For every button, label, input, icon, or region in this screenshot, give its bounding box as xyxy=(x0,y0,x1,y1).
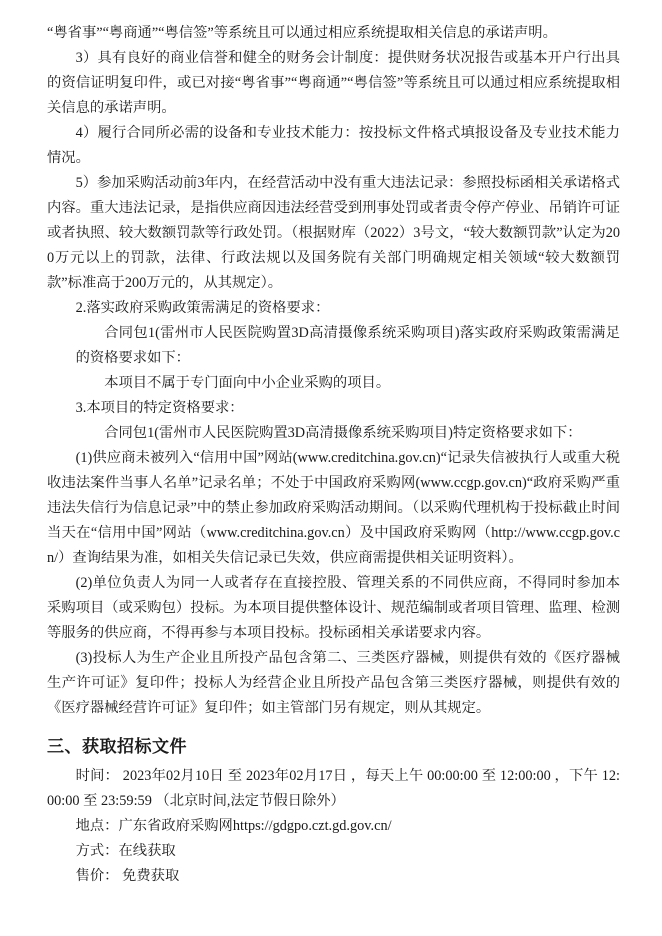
para-requirement-3-medical-device-license: (3)投标人为生产企业且所投产品包含第二、三类医疗器械，则提供有效的《医疗器械生产许可证》复印件；投标人为经营企业且所投产品包含第三类医疗器械，则提供有效的《医疗器械经营许可证》复印件；如主管部门另有规定，则从其规定。 xyxy=(47,650,620,716)
para-specific-package1: 合同包1(雷州市人民医院购置3D高清摄像系统采购项目)特定资格要求如下： xyxy=(104,425,582,441)
para-specific-requirements-title: 3.本项目的特定资格要求： xyxy=(75,400,244,416)
para-policy-requirements-title: 2.落实政府采购政策需满足的资格要求： xyxy=(75,300,330,316)
info-time: 时间： 2023年02月10日 至 2023年02月17日 ，每天上午 00:00:00 至 12:00:00 ，下午 12:00:00 至 23:59:59 （北京时间,法定节假日除外） xyxy=(47,768,620,809)
para-continued-commitment-statement: “粤省事”“粤商通”“粤信签”等系统且可以通过相应系统提取相关信息的承诺声明。 xyxy=(47,25,557,41)
para-requirement-1-credit-records: (1)供应商未被列入“信用中国”网站(www.creditchina.gov.cn)“记录失信被执行人或重大税收违法案件当事人名单”记录名单；不处于中国政府采购网(www.ccgp.gov.cn)“政府采购严重违法失信行为信息记录”中的禁止参加政府采购活动期间。（以采购代理机构于投标截止时间当天在“信用中国”网站（www.creditchina.gov.cn）及中国政府采购网（http://www.ccgp.gov.cn/）查询结果为准，如相关失信记录已失效，供应商需提供相关证明资料）。 xyxy=(47,450,620,566)
para-not-sme-project: 本项目不属于专门面向中小企业采购的项目。 xyxy=(104,375,391,391)
para-item-5-no-major-violation: 5）参加采购活动前3年内，在经营活动中没有重大违法记录：参照投标函相关承诺格式内容。重大违法记录，是指供应商因违法经营受到刑事处罚或者责令停产停业、吊销许可证或者执照、较大数额罚款等行政处罚。（根据财库（2022）3号文，“较大数额罚款”认定为200万元以上的罚款，法律、行政法规以及国务院有关部门明确规定相关领域“较大数额罚款”标准高于200万元的，从其规定）。 xyxy=(47,175,620,291)
para-requirement-2-same-responsible-person: (2)单位负责人为同一人或者存在直接控股、管理关系的不同供应商，不得同时参加本采购项目（或采购包）投标。为本项目提供整体设计、规范编制或者项目管理、监理、检测等服务的供应商，不得再参与本项目投标。投标函相关承诺要求内容。 xyxy=(47,575,620,641)
para-policy-package1: 合同包1(雷州市人民医院购置3D高清摄像系统采购项目)落实政府采购政策需满足的资格要求如下： xyxy=(75,325,620,366)
para-item-4-equipment-capability: 4）履行合同所必需的设备和专业技术能力：按投标文件格式填报设备及专业技术能力情况。 xyxy=(47,125,620,166)
info-method: 方式：在线获取 xyxy=(75,843,176,859)
section-heading-obtain-bid-documents: 三、获取招标文件 xyxy=(47,737,187,756)
para-item-3-financial-credit: 3）具有良好的商业信誉和健全的财务会计制度：提供财务状况报告或基本开户行出具的资信证明复印件，或已对接“粤省事”“粤商通”“粤信签”等系统且可以通过相应系统提取相关信息的承诺声明。 xyxy=(47,50,620,116)
info-price: 售价： 免费获取 xyxy=(75,868,180,884)
info-location: 地点：广东省政府采购网https://gdgpo.czt.gd.gov.cn/ xyxy=(75,818,392,834)
